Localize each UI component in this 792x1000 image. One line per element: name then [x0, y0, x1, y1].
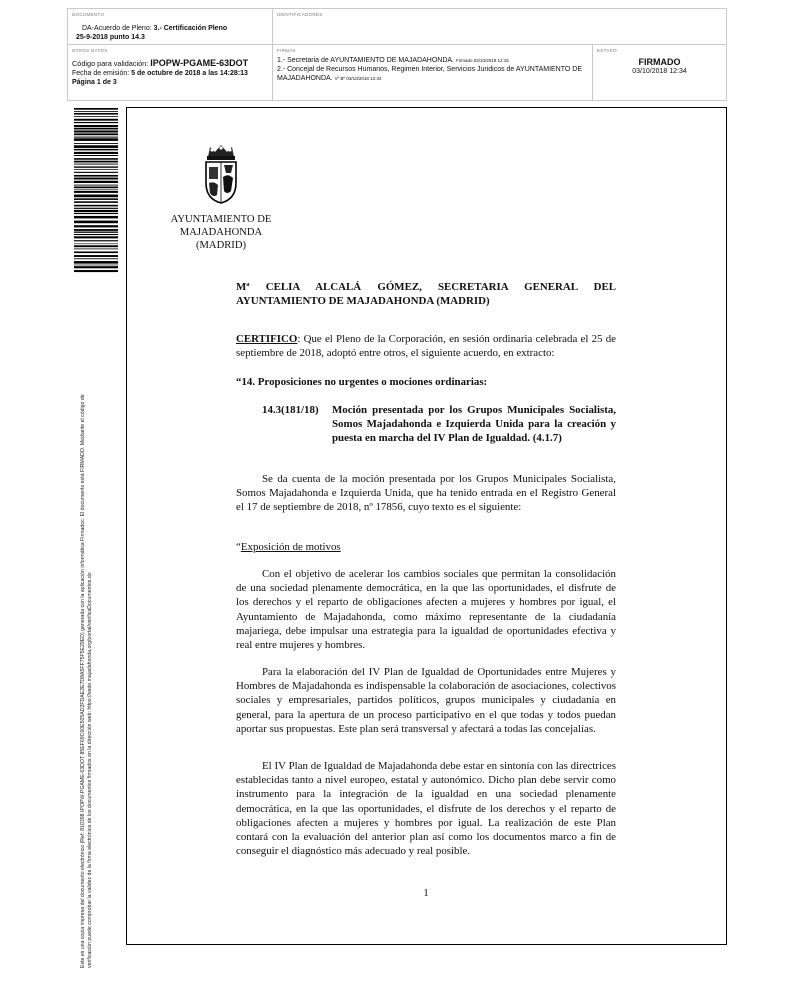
firma-2: 2.- Concejal de Recursos Humanos, Regimen Interior, Servicios Juridicos de AYUNTAMIENTO DE MAJADAHONDA. Vº Bº 03/10/2018 12:34 [277, 66, 583, 82]
paragraph-2: Para la elaboración del IV Plan de Igualdad de Oportunidades entre Mujeres y Hombres de Majadahonda es indispensable la colaboración de asociaciones, colectivos sociales y empresariales, partidos políticos, grupos municipales y ciudadanía en general, para la apertura de un proceso participativo en el que todas y todos puedan aportar sus propuestas. Este plan será transversal y afectará a todas las concejalías. [236, 666, 616, 735]
letterhead-line-1: AYUNTAMIENTO DE [170, 214, 272, 225]
coat-of-arms-icon [200, 143, 242, 205]
otros-datos-cell [68, 45, 273, 100]
paragraph-1: Con el objetivo de acelerar los cambios sociales que permitan la consolidación de una sociedad plenamente democrática, en la que las oportunidades, el disfrute de los derechos y el reparto de obligaciones afecten a mujeres y hombres por igual, el Ayuntamiento de Majadahonda, como máximo representante de la ciudadanía majariega, debe impulsar una estrategia para la igualdad de oportunidades efectiva y real entre mujeres y hombres. [236, 568, 616, 652]
letterhead-line-2: MAJADAHONDA [179, 227, 263, 238]
header-row-signatures [67, 45, 727, 101]
item-heading: “14. Proposiciones no urgentes o mociones ordinarias: [236, 376, 488, 388]
pagina-info: Página 1 de 3 [72, 79, 117, 86]
motion-number: 14.3(181/18) [262, 404, 319, 416]
codigo-validacion: Código para validación: IPOPW-PGAME-63DOT [72, 58, 249, 68]
estado-value: FIRMADO [638, 57, 681, 67]
header-row-document [67, 8, 727, 45]
side-text-line-2: verificación puede comprobar la validez de la firma electrónica de los documentos firmados en la dirección web: https://sede.majadahonda.org/portal/verificaDocumentos.do [87, 572, 94, 968]
page-number: 1 [423, 887, 429, 899]
section-title: “Exposición de motivos [236, 541, 341, 553]
documento-cell [68, 9, 273, 44]
documento-label: DOCUMENTO [72, 12, 105, 17]
identificadores-label: IDENTIFICADORES [277, 12, 323, 17]
letterhead-line-3: (MADRID) [195, 240, 247, 251]
otros-datos-label: OTROS DATOS [72, 48, 108, 53]
identificadores-cell [273, 9, 726, 44]
documento-line1: DA-Acuerdo de Pleno: 3.- Certificación Pleno [82, 25, 228, 32]
estado-label: ESTADO [597, 48, 617, 53]
document-heading: Mª CELIA ALCALÁ GÓMEZ, SECRETARIA GENERAL DEL AYUNTAMIENTO DE MAJADAHONDA (MADRID) [236, 281, 616, 307]
barcode-image [74, 108, 118, 274]
firmas-label: FIRMAS [277, 48, 296, 53]
certifico-paragraph: CERTIFICO: Que el Pleno de la Corporación, en sesión ordinaria celebrada el 25 de septiembre de 2018, adoptó entre otros, el siguiente acuerdo, en extracto: [236, 333, 616, 360]
fecha-emision: Fecha de emisión: 5 de octubre de 2018 a las 14:28:13 [72, 70, 248, 77]
documento-line2: 25-9-2018 punto 14.3 [76, 34, 145, 41]
estado-date: 03/10/2018 12:34 [632, 68, 687, 75]
verification-side-text [80, 298, 94, 968]
intro-paragraph: Se da cuenta de la moción presentada por los Grupos Municipales Socialista, Somos Majadahonda e Izquierda Unida, que ha tenido entrada en el Registro General el 17 de septiembre de 2018, nº 17856, cuyo texto es el siguiente: [236, 473, 616, 514]
side-text-line-1: Este es una copia impresa del documento electrónico (Ref: 810398 IPOPW-PGAME-63DOT 85EF69C60E505AD2FDAE2E7D8A5FF75F5E29ED) generada con la aplicación informática Firmadoc. El documento está FIRMADO. Mediante el código de [80, 394, 86, 968]
motion-title: Moción presentada por los Grupos Municipales Socialista, Somos Majadahonda e Izquierda Unida para la creación y puesta en marcha del IV Plan de Igualdad. (4.1.7) [332, 404, 616, 445]
letterhead [156, 213, 286, 252]
paragraph-3: El IV Plan de Igualdad de Majadahonda debe estar en sintonía con las directrices establecidas tanto a nivel europeo, estatal y autonómico. Dicho plan debe servir como instrumento para la integración de la igualdad en una sociedad plenamente democrática, en la que las oportunidades, el disfrute de los derechos y el reparto de obligaciones afecten a mujeres y hombres por igual. La realización de este Plan contará con la evaluación del anterior plan así como los documentos marco a fin de conseguir el diagnóstico más adecuado y real posible. [236, 760, 616, 858]
estado-cell [593, 45, 726, 100]
firmas-cell [273, 45, 593, 100]
firma-1: 1.- Secretaria de AYUNTAMIENTO DE MAJADAHONDA. Firmado 02/10/2018 12:15 [277, 57, 509, 64]
